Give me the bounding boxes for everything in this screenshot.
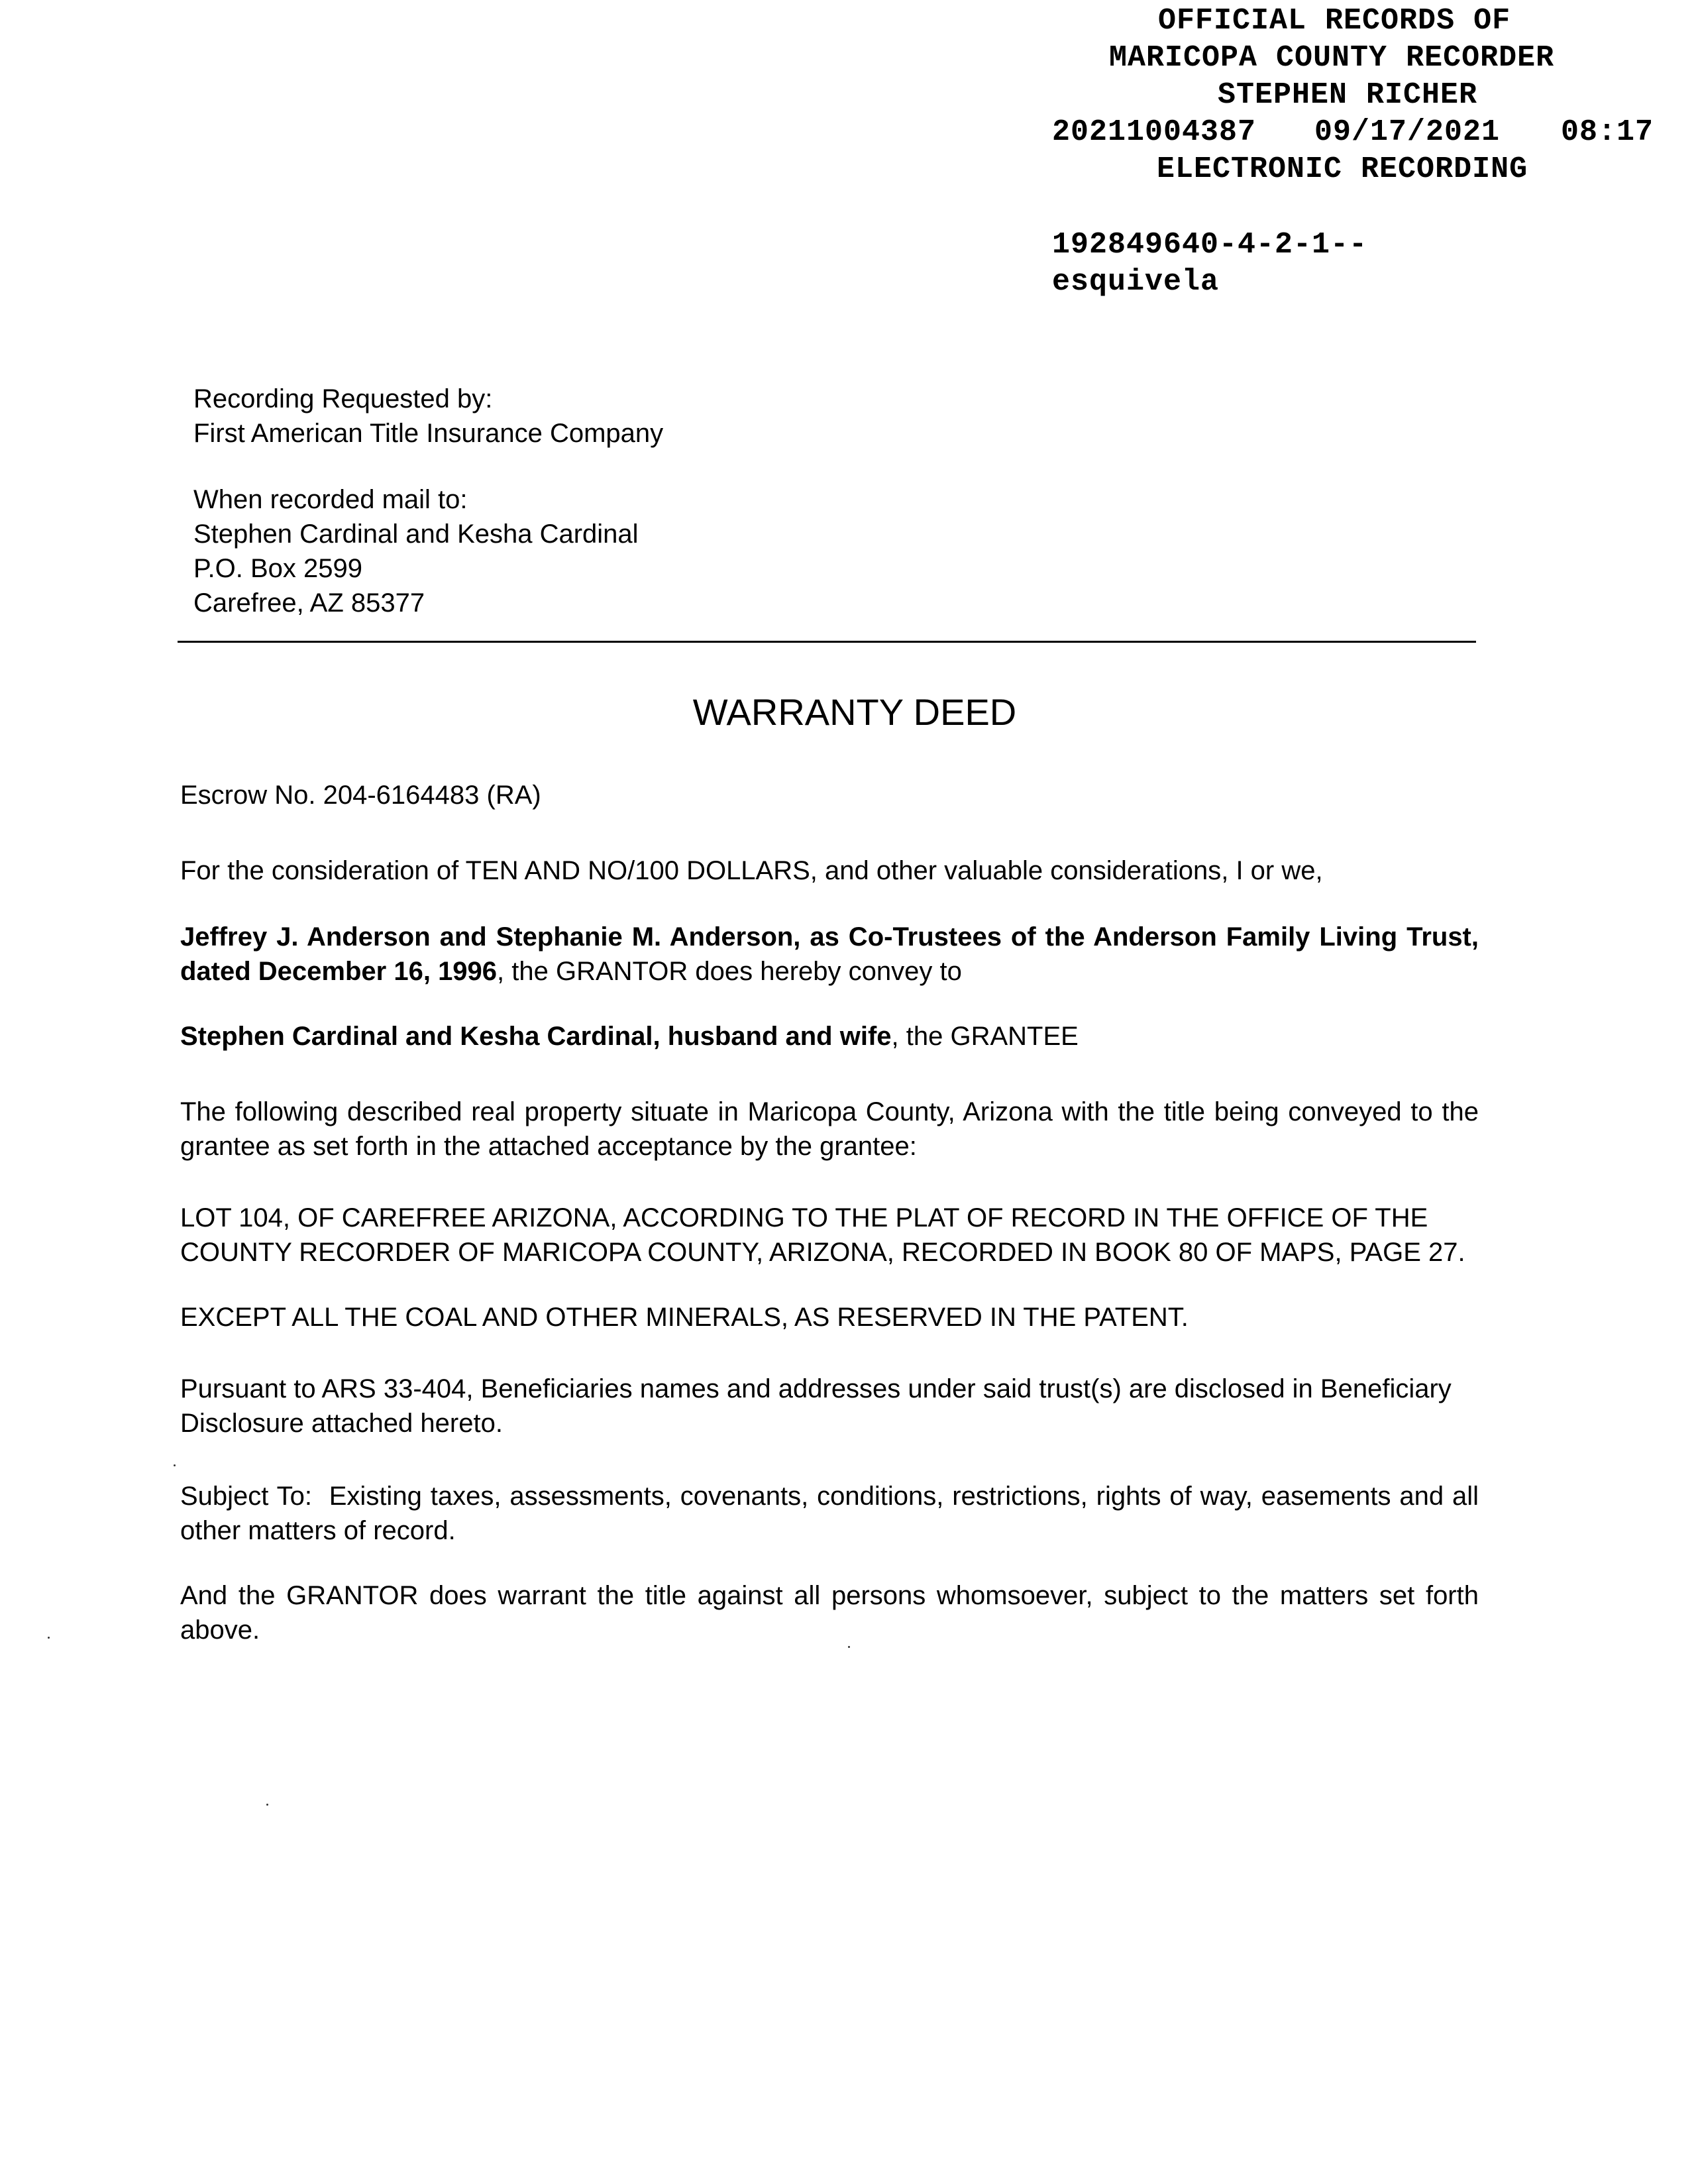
- recorder-stamp-line5: ELECTRONIC RECORDING: [1157, 152, 1528, 186]
- grantor-suffix: , the GRANTOR does hereby convey to: [497, 957, 962, 986]
- mail-to-name: Stephen Cardinal and Kesha Cardinal: [193, 519, 639, 549]
- grantee-names: Stephen Cardinal and Kesha Cardinal, husband and wife: [180, 1022, 892, 1051]
- property-intro: The following described real property situate in Maricopa County, Arizona with the title being conveyed to the grantee as set forth in the attached acceptance by the grantee:: [180, 1097, 1479, 1161]
- document-title: WARRANTY DEED: [692, 691, 1017, 733]
- recorder-stamp-line3: STEPHEN RICHER: [1218, 78, 1478, 112]
- mail-to-address2: Carefree, AZ 85377: [193, 588, 425, 618]
- legal-description: LOT 104, OF CAREFREE ARIZONA, ACCORDING TO THE PLAT OF RECORD IN THE OFFICE OF THE COUNTY RECORDER OF MARICOPA COUNTY, ARIZONA, RECORDED IN BOOK 80 OF MAPS, PAGE 27.: [180, 1203, 1465, 1267]
- recording-requested-company: First American Title Insurance Company: [193, 419, 664, 448]
- recorder-reference: 192849640-4-2-1--: [1052, 228, 1368, 262]
- grantor-clause: [180, 920, 1479, 989]
- recording-requested: [193, 382, 663, 451]
- recorder-date: 09/17/2021: [1314, 115, 1501, 149]
- scan-speck: [266, 1804, 268, 1806]
- recorder-time: 08:17: [1561, 115, 1654, 149]
- subject-to-clause: Subject To: Existing taxes, assessments, covenants, conditions, restrictions, rights of way, easements and all other matters of record.: [180, 1482, 1487, 1545]
- mineral-exception: EXCEPT ALL THE COAL AND OTHER MINERALS, AS RESERVED IN THE PATENT.: [180, 1303, 1189, 1332]
- scan-speck: [48, 1637, 50, 1639]
- header-divider: [178, 641, 1476, 643]
- recorder-stamp-line2: MARICOPA COUNTY RECORDER: [1109, 41, 1555, 75]
- scan-speck: [848, 1646, 850, 1648]
- grantee-suffix: , the GRANTEE: [891, 1022, 1079, 1051]
- warranty-clause: And the GRANTOR does warrant the title against all persons whomsoever, subject to the matters set forth above.: [180, 1581, 1479, 1645]
- escrow-number: Escrow No. 204-6164483 (RA): [180, 781, 541, 810]
- recorder-document-number: 20211004387: [1052, 115, 1257, 149]
- recording-requested-label: Recording Requested by:: [193, 384, 493, 413]
- beneficiary-disclosure: Pursuant to ARS 33-404, Beneficiaries names and addresses under said trust(s) are disclosed in Beneficiary Disclosure attached hereto.: [180, 1374, 1452, 1438]
- grantee-clause: [180, 1019, 1479, 1054]
- mail-to-label: When recorded mail to:: [193, 485, 468, 514]
- recorder-clerk: esquivela: [1052, 265, 1220, 299]
- mail-to: [193, 482, 639, 620]
- grantor-names: Jeffrey J. Anderson and Stephanie M. Anderson, as Co-Trustees of the Anderson Family Living Trust, dated December 16, 1996: [180, 922, 1479, 986]
- recorder-stamp-line1: OFFICIAL RECORDS OF: [1158, 4, 1511, 38]
- mail-to-address1: P.O. Box 2599: [193, 554, 362, 583]
- consideration-clause: For the consideration of TEN AND NO/100 DOLLARS, and other valuable considerations, I or we,: [180, 856, 1323, 885]
- scan-speck: [174, 1464, 176, 1466]
